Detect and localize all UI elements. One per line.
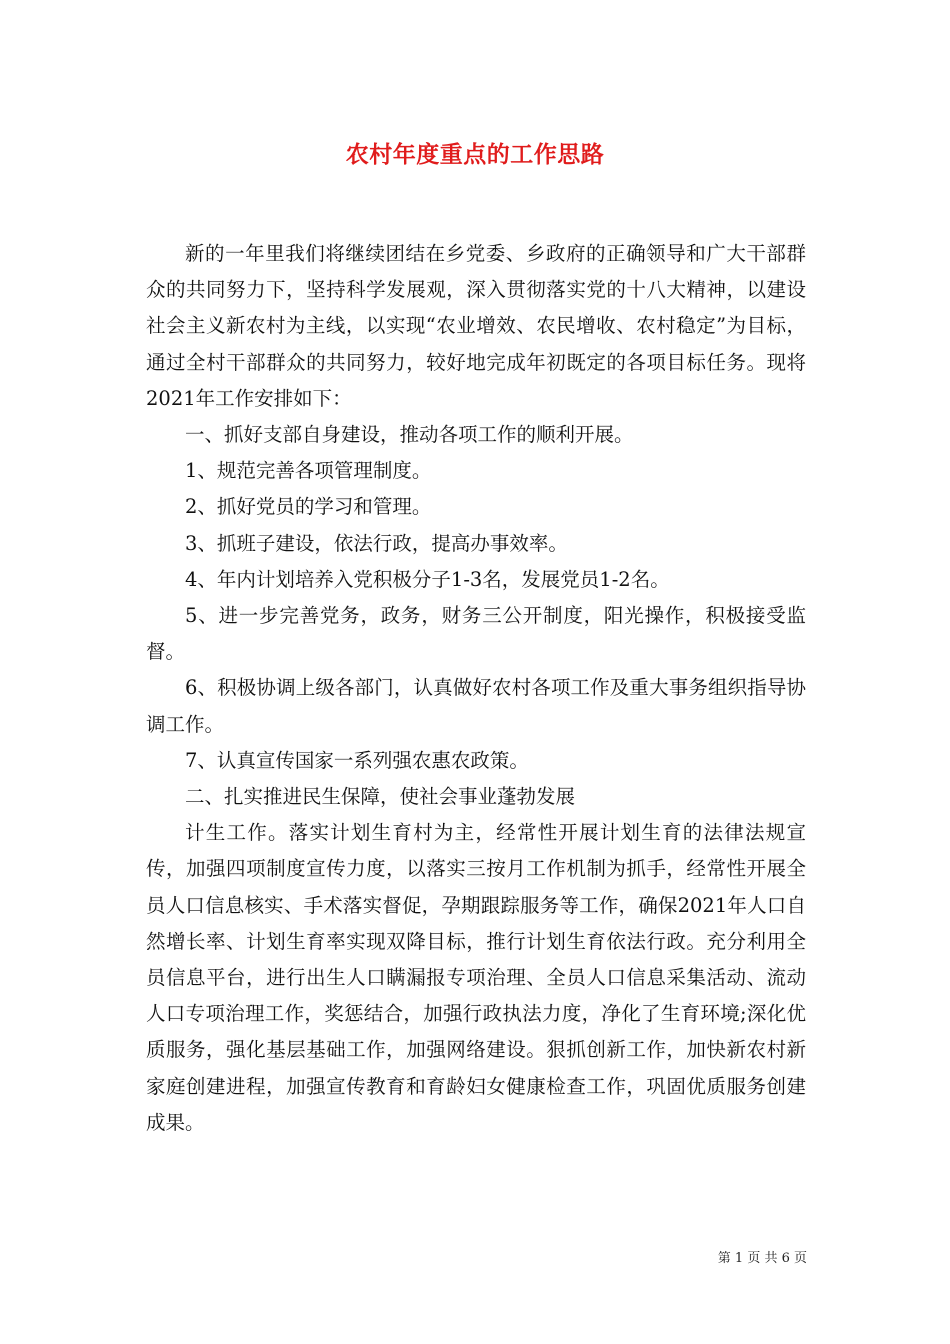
document-body	[146, 236, 806, 1141]
paragraph-item-6: 6、积极协调上级各部门，认真做好农村各项工作及重大事务组织指导协调工作。	[146, 676, 806, 736]
paragraph-family-planning: 计生工作。落实计划生育村为主，经常性开展计划生育的法律法规宣传，加强四项制度宣传力度，以落实三按月工作机制为抓手，经常性开展全员人口信息核实、手术落实督促，孕期跟踪服务等工作，确保2021年人口自然增长率、计划生育率实现双降目标，推行计划生育依法行政。充分利用全员信息平台，进行出生人口瞒漏报专项治理、全员人口信息采集活动、流动人口专项治理工作，奖惩结合，加强行政执法力度，净化了生育环境;深化优质服务，强化基层基础工作，加强网络建设。狠抓创新工作，加快新农村新家庭创建进程，加强宣传教育和育龄妇女健康检查工作，巩固优质服务创建成果。	[146, 821, 806, 1134]
paragraph-item-4: 4、年内计划培养入党积极分子1-3名，发展党员1-2名。	[185, 567, 670, 591]
paragraph-section-1-heading: 一、抓好支部自身建设，推动各项工作的顺利开展。	[185, 423, 634, 447]
paragraph-item-5: 5、进一步完善党务，政务，财务三公开制度，阳光操作，积极接受监督。	[146, 604, 806, 664]
paragraph-item-3: 3、抓班子建设，依法行政，提高办事效率。	[185, 531, 568, 555]
paragraph-intro: 新的一年里我们将继续团结在乡党委、乡政府的正确领导和广大干部群众的共同努力下，坚持科学发展观，深入贯彻落实党的十八大精神，以建设社会主义新农村为主线，以实现“农业增效、农民增收、农村稳定”为目标，通过全村干部群众的共同努力，较好地完成年初既定的各项目标任务。现将2021年工作安排如下：	[146, 242, 806, 410]
paragraph-item-1: 1、规范完善各项管理制度。	[185, 459, 432, 483]
document-title: 农村年度重点的工作思路	[345, 141, 605, 168]
page-number: 第 1 页 共 6 页	[717, 1251, 807, 1266]
paragraph-item-2: 2、抓好党员的学习和管理。	[185, 495, 432, 519]
paragraph-section-2-heading: 二、扎实推进民生保障，使社会事业蓬勃发展	[185, 785, 576, 809]
paragraph-item-7: 7、认真宣传国家一系列强农惠农政策。	[185, 748, 529, 772]
